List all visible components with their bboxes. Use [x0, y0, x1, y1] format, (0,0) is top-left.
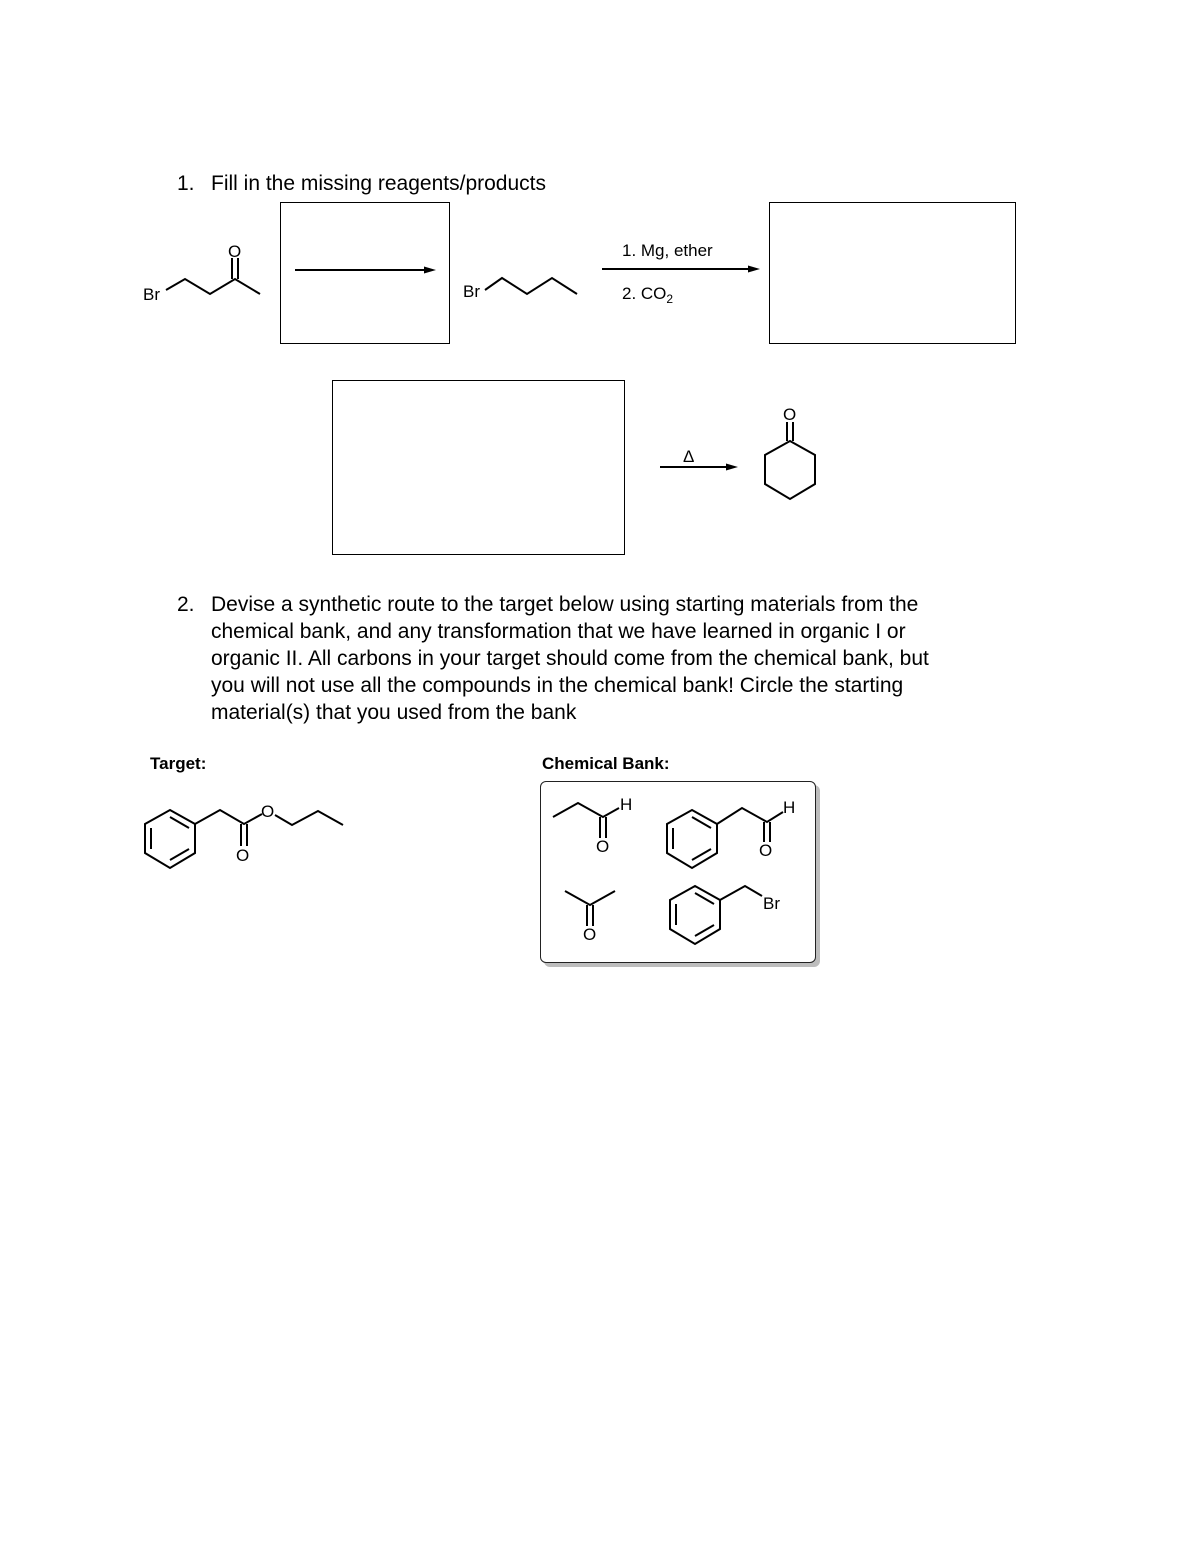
target-label: Target:: [150, 754, 207, 773]
question-2-line: organic II. All carbons in your target should come from the chemical bank, but: [211, 647, 929, 670]
o-atom-start: O: [228, 242, 242, 261]
o-atom-product: O: [783, 405, 797, 424]
question-2-line: you will not use all the compounds in the chemical bank! Circle the starting: [211, 674, 904, 697]
question-1-text: Fill in the missing reagents/products: [211, 172, 546, 195]
phenylacetaldehyde-oxygen: O: [759, 841, 773, 860]
target-ether-oxygen: O: [261, 802, 275, 821]
acetone-oxygen: O: [583, 925, 597, 944]
question-1-number: 1.: [177, 172, 195, 195]
benzyl-bromide-bromine: Br: [763, 894, 780, 913]
acetone-structure: [565, 891, 615, 926]
br-atom-mid: Br: [463, 282, 480, 301]
question-2-number: 2.: [177, 593, 195, 616]
question-2-line: chemical bank, and any transformation that we have learned in organic I or: [211, 620, 906, 643]
target-carbonyl-oxygen: O: [236, 846, 250, 865]
reagent-line-2: 2. $CO_2$: [622, 284, 674, 306]
phenylacetaldehyde-hydrogen: H: [783, 798, 796, 817]
chemical-bank-label: Chemical Bank:: [542, 754, 670, 773]
propanal-structure: [553, 803, 619, 838]
question-2-line: material(s) that you used from the bank: [211, 701, 577, 724]
benzyl-bromide-structure: [670, 886, 762, 944]
br-atom-start: Br: [143, 285, 160, 304]
question-2-line: Devise a synthetic route to the target below using starting materials from the: [211, 593, 919, 616]
propanal-hydrogen: H: [620, 795, 633, 814]
reagent-line-1: 1. Mg, ether: [622, 241, 713, 260]
propanal-oxygen: O: [596, 837, 610, 856]
heat-symbol: Δ: [683, 447, 695, 466]
